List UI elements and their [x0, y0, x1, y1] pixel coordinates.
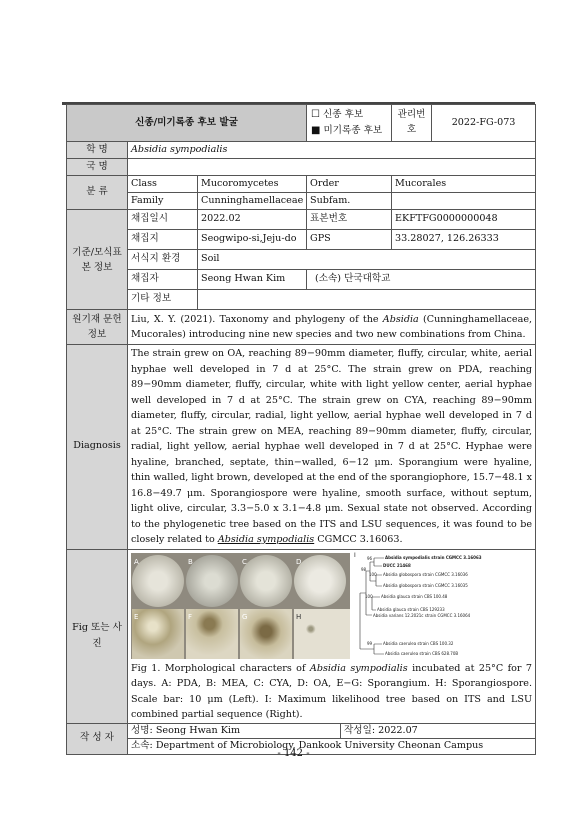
diagnosis-body: The strain grew on OA, reaching 89−90mm diameter, fluffy, circular, white, aerial hyphae well developed in 7 d at 25°C. The strain grew on PDA, reaching 89−90mm diameter, fluffy, circular, white with light yellow center, aerial hyphae well developed in 7 d at 25°C. The strain grew on CYA, reaching 89−90mm diameter, fluffy, circular, radial, light yellow, aerial hyphae well developed in 7 d at 25°C. The strain grew on MEA, reaching 89−90mm diameter, fluffy, circular, radial, light yellow, aerial hyphae well developed in 7 d at 25°C. Hyphae were hyaline, branched, septate, thin−walled, 6−12 μm. Sporangium were hyaline, thin walled, light brown, developed at the end of the sporangiophore, 15.7−48.1 x 16.8−49.7 μm. Sporangiospore were hyaline, smooth surface, without septum, light olive, circular, 3.3−5.0 x 3.1−4.8 μm. Sexual state not observed. According to the phylogenetic tree based on the ITS and LSU sequences, it was found to be closely related to: [131, 348, 533, 545]
author-name: 성명: Seong Hwan Kim: [128, 723, 341, 739]
reference-text-part1: Liu, X. Y. (2021). Taxonomy and phylogeny of the: [131, 313, 383, 325]
checkbox-empty-icon[interactable]: ☐: [311, 109, 320, 120]
bootstrap-value: 98: [361, 566, 367, 572]
specimen-info-label: 기준/모식표본 정보: [67, 210, 128, 310]
culture-plate-cya: [240, 555, 292, 607]
gps-label: GPS: [307, 230, 392, 250]
sporangium-photo-f: [186, 609, 238, 659]
reference-text: [128, 310, 536, 345]
management-number-label: 관리번호: [392, 105, 432, 142]
sporangium-photo-g: [240, 609, 292, 659]
collection-date-label: 채집일시: [128, 210, 198, 230]
panel-letter-g: G: [242, 612, 248, 621]
panel-letter-h: H: [296, 612, 302, 621]
checkbox-filled-icon[interactable]: ■: [311, 125, 321, 136]
caption-part2: incubated at 25°C for 7 days. A: PDA, B: MEA, C: CYA, D: OA, E−G: Sporangium. H: Sporangiospore. Scale bar: 10 μm (Left). I: Maximum likelihood tree based on ITS and LSU combined partial sequence (Right).: [131, 662, 533, 720]
collection-date-value: 2022.02: [198, 210, 307, 230]
tree-taxon: Absidia glauca strain CBS 100.48: [381, 593, 448, 599]
panel-letter-c: C: [242, 557, 247, 566]
figure-label: Fig 또는 사진: [67, 549, 128, 723]
reference-label: 원기재 문헌 정보: [67, 310, 128, 345]
reference-genus: Absidia: [382, 313, 419, 325]
tree-taxon: DUCC 21468: [383, 562, 411, 568]
korean-name-value: [128, 159, 536, 176]
caption-part1: Fig 1. Morphological characters of: [131, 662, 310, 674]
figure-panels: [131, 550, 532, 659]
figure-caption: [131, 659, 532, 723]
panel-letter-d: D: [296, 557, 302, 566]
option-unrecorded-label: 미기록종 후보: [323, 125, 383, 136]
bootstrap-value: 100: [369, 571, 377, 577]
gps-value: 33.28027, 126.26333: [392, 230, 536, 250]
culture-plate-pda: [132, 555, 184, 607]
class-label: Class: [128, 176, 198, 193]
option-unrecorded-species[interactable]: [311, 123, 387, 139]
order-value: Mucorales: [392, 176, 536, 193]
page-number: - 142 -: [277, 748, 310, 759]
habitat-value: Soil: [198, 250, 536, 270]
korean-name-label: 국 명: [67, 159, 128, 176]
tree-taxon: Absidia globospora strain CGMCC 3.16036: [383, 571, 468, 577]
classification-label: 분 류: [67, 176, 128, 210]
panel-letter-e: E: [134, 612, 139, 621]
management-number-value: 2022-FG-073: [432, 105, 536, 142]
sporangiospore-photo-h: [294, 609, 350, 659]
diagnosis-tail: CGMCC 3.16063.: [314, 534, 403, 545]
culture-plate-oa: [294, 555, 346, 607]
panel-letter-b: B: [188, 557, 193, 566]
collector-affiliation: (소속) 단국대학교: [307, 270, 536, 290]
reference-text-part2: (Cunninghamellaceae, Mucorales) introducing nine new species and two new combinations from China.: [131, 313, 533, 340]
other-info-value: [198, 290, 536, 310]
collector-value: Seong Hwan Kim: [198, 270, 307, 290]
author-date: 작성일: 2022.07: [341, 723, 536, 739]
species-candidate-form: [66, 104, 536, 755]
other-info-label: 기타 정보: [128, 290, 198, 310]
family-label: Family: [128, 193, 198, 210]
scientific-name-label: 학 명: [67, 142, 128, 159]
specimen-number-label: 표본번호: [307, 210, 392, 230]
option-new-species[interactable]: [311, 107, 387, 123]
collection-site-value: Seogwipo-si,Jeju-do: [198, 230, 307, 250]
order-label: Order: [307, 176, 392, 193]
culture-plate-mea: [186, 555, 238, 607]
specimen-number-value: EKFTFG0000000048: [392, 210, 536, 230]
author-affiliation: 소속: Department of Microbiology, Dankook University Cheonan Campus: [128, 739, 536, 755]
collector-label: 채집자: [128, 270, 198, 290]
tree-taxon: Absidia caerulea strain CBS 628.70B: [385, 650, 459, 656]
caption-species: Absidia sympodialis: [309, 662, 408, 674]
diagnosis-text: [128, 345, 536, 550]
collection-site-label: 채집지: [128, 230, 198, 250]
panel-letter-f: F: [188, 612, 193, 621]
tree-taxon: Absidia sympodialis strain CGMCC 3.16063: [385, 554, 482, 560]
figure-cell: [128, 549, 536, 723]
class-value: Mucoromycetes: [198, 176, 307, 193]
phylogenetic-tree-panel: [354, 553, 514, 659]
habitat-label: 서식지 환경: [128, 250, 198, 270]
scientific-name-value: Absidia sympodialis: [128, 142, 536, 159]
form-title: 신종/미기록종 후보 발굴: [67, 105, 307, 142]
sporangium-photo-e: [132, 609, 184, 659]
tree-taxon: Absidia varians 12.2021c strain CGMCC 3.16064: [373, 612, 471, 618]
tree-taxon: Absidia globospora strain CGMCC 3.16035: [383, 582, 468, 588]
tree-taxon: Absidia caerulea strain CBS 100.32: [383, 640, 454, 646]
bootstrap-value: 99: [367, 640, 373, 646]
diagnosis-related-species: Absidia sympodialis: [217, 534, 315, 545]
panel-letter-i: I: [354, 551, 356, 559]
morphology-photo-panel: [131, 553, 350, 659]
subfamily-value: [392, 193, 536, 210]
diagnosis-label: Diagnosis: [67, 345, 128, 550]
tree-taxon: Absidia glauca strain CBS 129233: [377, 606, 445, 612]
panel-letter-a: A: [134, 557, 139, 566]
bootstrap-value: 100: [365, 593, 373, 599]
family-value: Cunninghamellaceae: [198, 193, 307, 210]
candidate-type-options: [307, 105, 392, 142]
subfamily-label: Subfam.: [307, 193, 392, 210]
bootstrap-value: 96: [367, 555, 373, 561]
author-label: 작 성 자: [67, 723, 128, 755]
option-new-label: 신종 후보: [323, 109, 364, 120]
